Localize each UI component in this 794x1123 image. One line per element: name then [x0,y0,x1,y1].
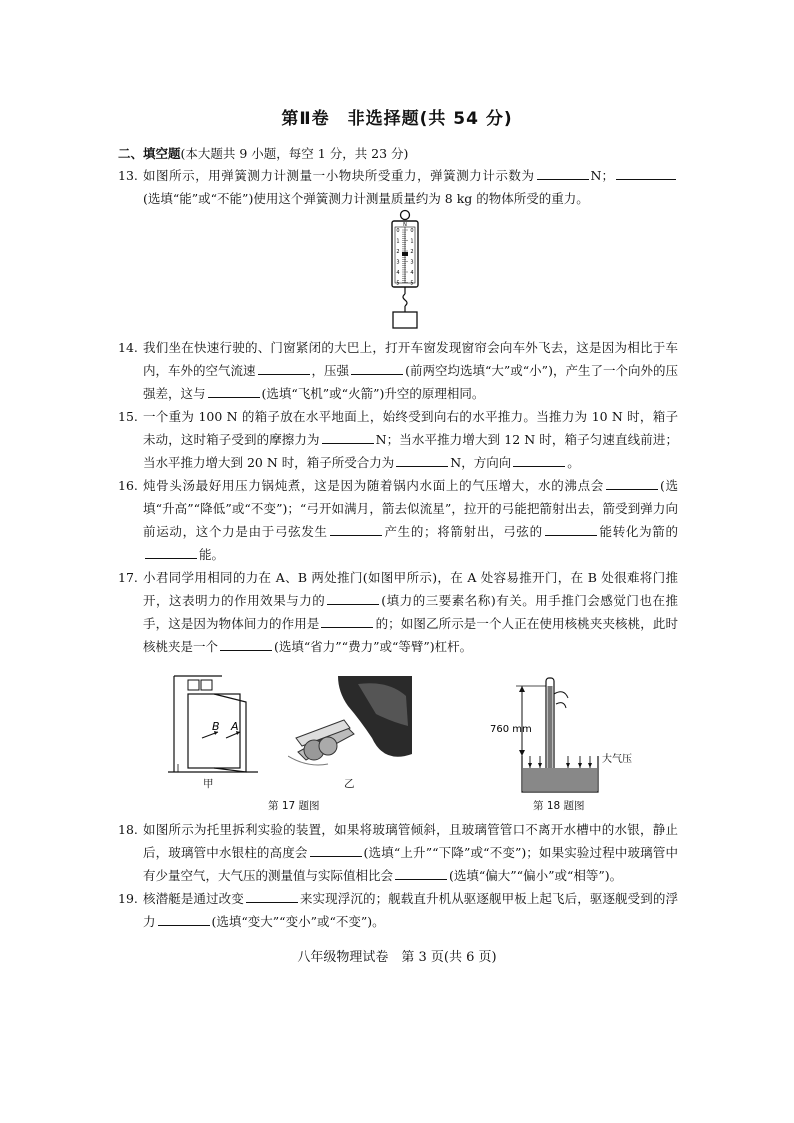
question-13 [118,164,678,210]
answer-blank[interactable] [220,638,272,651]
question-text: 小君同学用相同的力在 A、B 两处推门(如图甲所示)，在 A 处容易推开门，在 B 处很难将门推开，这表明力的作用效果与力的 [143,570,678,608]
scale-tick-label: 0 [410,228,414,234]
fig17-caption: 第 17 题图 [268,800,320,812]
fig17-yi-label: 乙 [344,778,355,790]
question-18 [118,818,678,887]
question-text: N，方向向 [450,455,512,470]
scale-tick-label: 3 [410,259,414,266]
scale-tick-label: 1 [396,238,400,245]
answer-blank[interactable] [395,867,447,880]
answer-blank[interactable] [351,362,403,375]
mercury-height-label: 760 mm [490,724,532,735]
question-17 [118,566,678,658]
question-19 [118,887,678,933]
atmosphere-label: 大气压 [602,754,632,765]
question-text: 我们坐在快速行驶的、门窗紧闭的大巴上，打开车窗发现窗帘会向车外飞去，这是因为相比于车内，车外的空气流速 [143,340,678,378]
scale-unit: N [403,222,407,228]
answer-blank[interactable] [208,385,260,398]
spring-scale-figure [380,208,430,333]
answer-blank[interactable] [537,167,589,180]
question-text: (填力的三要素名称)有关。用手推门会感觉门也在推手，这是因为物体间力的作用是 [143,593,678,631]
answer-blank[interactable] [258,362,310,375]
section-note: (本大题共 9 小题，每空 1 分，共 23 分) [180,146,409,161]
answer-blank[interactable] [606,477,658,490]
question-text: 核潜艇是通过改变 [143,891,244,906]
answer-blank[interactable] [513,454,565,467]
answer-blank[interactable] [310,844,362,857]
page-footer: 八年级物理试卷 第 3 页(共 6 页) [297,950,497,965]
scale-tick-label: 1 [410,238,414,245]
scale-pointer [402,252,408,256]
question-number: 18. [118,822,138,837]
question-number: 15. [118,409,138,424]
question-text: 产生的；将箭射出，弓弦的 [383,524,543,539]
question-text: (选填“省力”“费力”或“等臂”)杠杆。 [274,639,473,654]
answer-blank[interactable] [145,546,197,559]
label-b: B [212,720,220,733]
answer-blank[interactable] [321,615,373,628]
label-a: A [231,720,239,733]
answer-blank[interactable] [396,454,448,467]
section-label: 二、填空题 [118,146,181,161]
question-text: N； [590,168,614,183]
nutcracker-photo [288,676,412,772]
answer-blank[interactable] [246,890,298,903]
torricelli-figure [490,676,640,794]
question-text: N；当水平推力增大到 12 N 时，箱子匀速直线前进；当水平推力增大到 20 N 时，箱子所受合力为 [143,432,678,470]
question-text: 一个重为 100 N 的箱子放在水平地面上，始终受到向右的水平推力。当推力为 10 N 时，箱子未动，这时箱子受到的摩擦力为 [143,409,678,447]
question-text: 能转化为箭的 [598,524,678,539]
question-text: ，压强 [311,363,350,378]
scale-tick-label: 2 [396,249,400,255]
question-text: (选填“能”或“不能”)使用这个弹簧测力计测量质量约为 8 kg 的物体所受的重力。 [143,191,589,206]
fig18-caption: 第 18 题图 [533,800,585,812]
question-number: 14. [118,340,138,355]
question-number: 17. [118,570,138,585]
question-text: 炖骨头汤最好用压力锅炖煮，这是因为随着锅内水面上的气压增大，水的沸点会 [143,478,604,493]
question-text: (选填“上升”“下降”或“不变”)；如果实验过程中玻璃管中有少量空气，大气压的测量值与实际值相比会 [143,845,678,883]
answer-blank[interactable] [322,431,374,444]
answer-blank[interactable] [545,523,597,536]
question-text: (选填“变大”“变小”或“不变”)。 [211,914,385,929]
answer-blank[interactable] [158,913,210,926]
question-text: (选填“飞机”或“火箭”)升空的原理相同。 [261,386,485,401]
question-text: 能。 [199,547,225,562]
question-14 [118,336,678,405]
block-weight [393,312,417,328]
question-text: 的；如图乙所示是一个人正在使用核桃夹夹核桃，此时核桃夹是一个 [143,616,678,654]
question-text: 如图所示，用弹簧测力计测量一小物块所受重力，弹簧测力计示数为 [143,168,535,183]
scale-tick-label: 3 [396,259,400,266]
question-text: (选填“偏大”“偏小”或“相等”)。 [449,868,623,883]
question-number: 13. [118,168,138,183]
question-text: (选填“升高”“降低”或“不变”)；“弓开如满月，箭去似流星”，拉开的弓能把箭射出去，箭受到弹力向前运动，这个力是由于弓弦发生 [143,478,678,539]
scale-tick-label: 2 [410,249,414,255]
question-16 [118,474,678,566]
scale-tick-label: 4 [396,270,400,276]
scale-tick-label: 4 [410,270,414,276]
question-text: 。 [567,455,580,470]
question-number: 16. [118,478,138,493]
door-figure [168,672,264,784]
section-header [118,144,408,162]
page-title: 第Ⅱ卷 非选择题(共 54 分) [281,109,513,129]
question-number: 19. [118,891,138,906]
question-15 [118,405,678,474]
scale-tick-label: 0 [396,228,400,234]
answer-blank[interactable] [330,523,382,536]
question-text: 来实现浮沉的；舰载直升机从驱逐舰甲板上起飞后，驱逐舰受到的浮力 [143,891,678,929]
answer-blank[interactable] [616,167,676,180]
question-text: 如图所示为托里拆利实验的装置，如果将玻璃管倾斜，且玻璃管管口不离开水槽中的水银，静止后，玻璃管中水银柱的高度会 [143,822,678,860]
scale-tick-label: 5 [410,280,414,287]
answer-blank[interactable] [327,592,379,605]
question-text: (前两空均选填“大”或“小”)，产生了一个向外的压强差，这与 [143,363,678,401]
scale-tick-label: 5 [396,280,400,287]
fig17-jia-label: 甲 [203,778,214,790]
